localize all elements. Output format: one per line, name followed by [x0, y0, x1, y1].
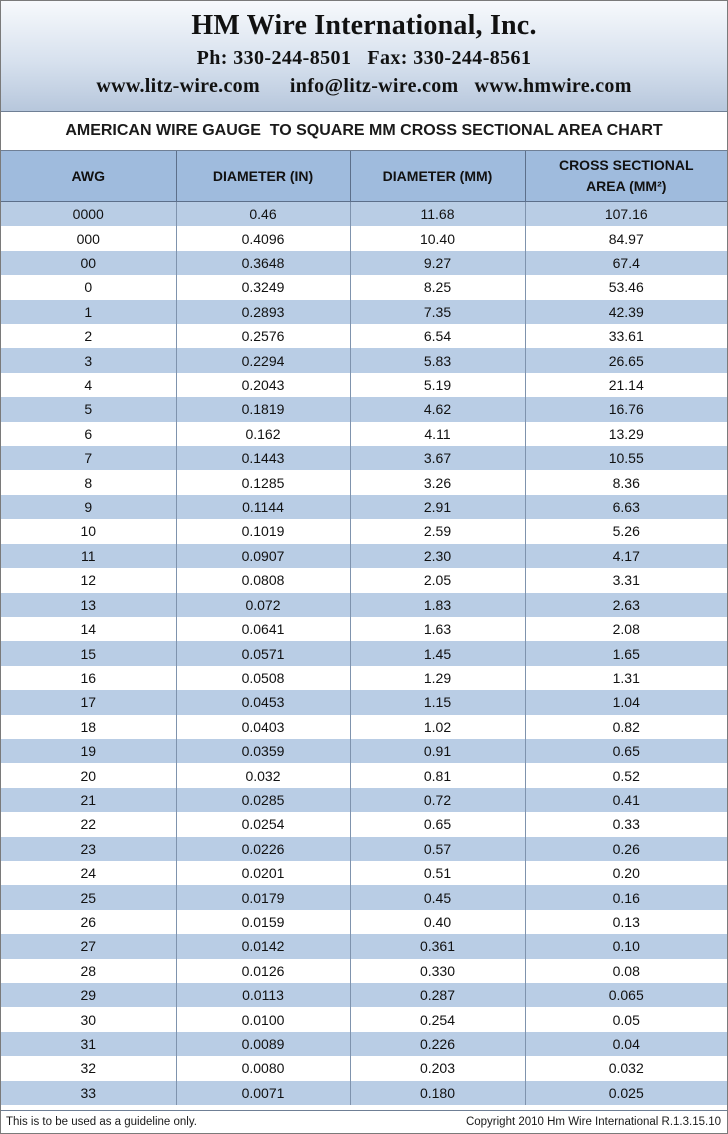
cell-cross-sectional-area: 0.65	[525, 739, 727, 763]
cell-awg: 14	[1, 617, 176, 641]
cell-diameter-in: 0.0641	[176, 617, 350, 641]
cell-awg: 10	[1, 519, 176, 543]
cell-diameter-in: 0.072	[176, 593, 350, 617]
cell-diameter-in: 0.1144	[176, 495, 350, 519]
cell-diameter-in: 0.162	[176, 422, 350, 446]
cell-diameter-mm: 0.91	[350, 739, 525, 763]
cell-cross-sectional-area: 0.52	[525, 763, 727, 787]
cell-diameter-in: 0.0359	[176, 739, 350, 763]
table-row	[1, 812, 727, 836]
table-body	[1, 202, 727, 1106]
cell-diameter-in: 0.0508	[176, 666, 350, 690]
table-row	[1, 837, 727, 861]
table-row	[1, 763, 727, 787]
cell-awg: 27	[1, 934, 176, 958]
cell-cross-sectional-area: 8.36	[525, 470, 727, 494]
cell-cross-sectional-area: 0.20	[525, 861, 727, 885]
cell-diameter-mm: 7.35	[350, 300, 525, 324]
column-header-awg: AWG	[1, 151, 176, 202]
cell-awg: 31	[1, 1032, 176, 1056]
cell-diameter-in: 0.3648	[176, 251, 350, 275]
table-row	[1, 226, 727, 250]
cell-awg: 0	[1, 275, 176, 299]
cell-cross-sectional-area: 1.65	[525, 641, 727, 665]
cell-diameter-in: 0.46	[176, 202, 350, 227]
footer-disclaimer: This is to be used as a guideline only.	[6, 1116, 197, 1128]
table-row	[1, 715, 727, 739]
cell-cross-sectional-area: 6.63	[525, 495, 727, 519]
table-row	[1, 641, 727, 665]
cell-cross-sectional-area: 0.10	[525, 934, 727, 958]
cell-awg: 1	[1, 300, 176, 324]
cell-awg: 19	[1, 739, 176, 763]
cell-diameter-mm: 0.361	[350, 934, 525, 958]
cell-cross-sectional-area: 0.065	[525, 983, 727, 1007]
table-row	[1, 446, 727, 470]
cell-diameter-in: 0.0179	[176, 885, 350, 909]
cell-diameter-mm: 1.15	[350, 690, 525, 714]
cell-cross-sectional-area: 26.65	[525, 348, 727, 372]
cell-cross-sectional-area: 0.82	[525, 715, 727, 739]
cell-cross-sectional-area: 0.05	[525, 1007, 727, 1031]
cell-cross-sectional-area: 0.16	[525, 885, 727, 909]
table-row	[1, 495, 727, 519]
cell-awg: 28	[1, 959, 176, 983]
cell-diameter-mm: 0.72	[350, 788, 525, 812]
cell-cross-sectional-area: 53.46	[525, 275, 727, 299]
cell-diameter-mm: 2.91	[350, 495, 525, 519]
table-row	[1, 934, 727, 958]
cell-diameter-in: 0.1019	[176, 519, 350, 543]
cell-diameter-mm: 9.27	[350, 251, 525, 275]
chart-title: AMERICAN WIRE GAUGE TO SQUARE MM CROSS SECTIONAL AREA CHART	[1, 112, 727, 151]
cell-diameter-mm: 0.57	[350, 837, 525, 861]
cell-diameter-in: 0.032	[176, 763, 350, 787]
cell-diameter-in: 0.2576	[176, 324, 350, 348]
cell-diameter-in: 0.2294	[176, 348, 350, 372]
table-row	[1, 739, 727, 763]
cell-diameter-in: 0.0071	[176, 1081, 350, 1105]
cell-cross-sectional-area: 0.41	[525, 788, 727, 812]
cell-awg: 5	[1, 397, 176, 421]
cell-cross-sectional-area: 67.4	[525, 251, 727, 275]
cell-awg: 32	[1, 1056, 176, 1080]
cell-diameter-mm: 2.05	[350, 568, 525, 592]
contact-phone-line	[1, 44, 727, 72]
table-row	[1, 959, 727, 983]
table-row	[1, 251, 727, 275]
cell-diameter-mm: 1.02	[350, 715, 525, 739]
cell-diameter-mm: 0.45	[350, 885, 525, 909]
cell-diameter-mm: 5.83	[350, 348, 525, 372]
cell-awg: 6	[1, 422, 176, 446]
table-row	[1, 861, 727, 885]
cell-diameter-mm: 0.65	[350, 812, 525, 836]
cell-cross-sectional-area: 13.29	[525, 422, 727, 446]
table-row	[1, 593, 727, 617]
cell-awg: 33	[1, 1081, 176, 1105]
cell-diameter-in: 0.0907	[176, 544, 350, 568]
cell-diameter-in: 0.1443	[176, 446, 350, 470]
cell-diameter-mm: 0.254	[350, 1007, 525, 1031]
cell-cross-sectional-area: 0.032	[525, 1056, 727, 1080]
fax-number: Fax: 330-244-8561	[367, 47, 532, 69]
contact-web-line	[1, 72, 727, 100]
cell-diameter-in: 0.0254	[176, 812, 350, 836]
cell-diameter-in: 0.2893	[176, 300, 350, 324]
cell-cross-sectional-area: 10.55	[525, 446, 727, 470]
cell-diameter-in: 0.0571	[176, 641, 350, 665]
cell-diameter-mm: 1.63	[350, 617, 525, 641]
table-row	[1, 397, 727, 421]
cell-awg: 26	[1, 910, 176, 934]
cell-diameter-in: 0.0453	[176, 690, 350, 714]
cell-diameter-in: 0.0159	[176, 910, 350, 934]
cell-diameter-in: 0.0808	[176, 568, 350, 592]
table-row	[1, 348, 727, 372]
table-row	[1, 519, 727, 543]
cell-awg: 8	[1, 470, 176, 494]
cell-diameter-mm: 2.59	[350, 519, 525, 543]
cell-diameter-in: 0.0285	[176, 788, 350, 812]
cell-diameter-mm: 0.40	[350, 910, 525, 934]
cell-cross-sectional-area: 2.08	[525, 617, 727, 641]
cell-diameter-mm: 0.51	[350, 861, 525, 885]
cell-awg: 3	[1, 348, 176, 372]
cell-cross-sectional-area: 21.14	[525, 373, 727, 397]
cell-awg: 2	[1, 324, 176, 348]
footer	[1, 1110, 727, 1133]
cell-diameter-in: 0.4096	[176, 226, 350, 250]
cell-awg: 7	[1, 446, 176, 470]
cell-awg: 17	[1, 690, 176, 714]
email-link[interactable]: info@litz-wire.com	[289, 75, 459, 97]
website-link-litz[interactable]: www.litz-wire.com	[96, 75, 260, 97]
cell-cross-sectional-area: 0.33	[525, 812, 727, 836]
cell-diameter-in: 0.0100	[176, 1007, 350, 1031]
cell-cross-sectional-area: 0.04	[525, 1032, 727, 1056]
phone-number: Ph: 330-244-8501	[196, 47, 352, 69]
column-header-diameter-mm: DIAMETER (MM)	[350, 151, 525, 202]
cell-diameter-mm: 10.40	[350, 226, 525, 250]
cell-diameter-in: 0.0142	[176, 934, 350, 958]
cell-awg: 13	[1, 593, 176, 617]
cell-awg: 00	[1, 251, 176, 275]
cell-awg: 29	[1, 983, 176, 1007]
cell-diameter-mm: 4.62	[350, 397, 525, 421]
table-row	[1, 788, 727, 812]
cell-diameter-mm: 6.54	[350, 324, 525, 348]
cell-diameter-in: 0.3249	[176, 275, 350, 299]
cell-diameter-mm: 1.45	[350, 641, 525, 665]
cell-diameter-in: 0.0403	[176, 715, 350, 739]
column-header-cross-sectional-area: CROSS SECTIONAL AREA (MM²)	[525, 151, 727, 202]
cell-diameter-mm: 0.330	[350, 959, 525, 983]
cell-cross-sectional-area: 5.26	[525, 519, 727, 543]
cell-diameter-in: 0.1285	[176, 470, 350, 494]
cell-diameter-mm: 2.30	[350, 544, 525, 568]
table-row	[1, 373, 727, 397]
table-row	[1, 544, 727, 568]
cell-cross-sectional-area: 107.16	[525, 202, 727, 227]
table-row	[1, 300, 727, 324]
cell-diameter-mm: 0.203	[350, 1056, 525, 1080]
table-row	[1, 202, 727, 227]
table-row	[1, 1007, 727, 1031]
cell-diameter-in: 0.1819	[176, 397, 350, 421]
cell-cross-sectional-area: 42.39	[525, 300, 727, 324]
cell-awg: 15	[1, 641, 176, 665]
table-row	[1, 324, 727, 348]
table-row	[1, 470, 727, 494]
cell-awg: 11	[1, 544, 176, 568]
cell-cross-sectional-area: 1.31	[525, 666, 727, 690]
cell-awg: 23	[1, 837, 176, 861]
awg-conversion-table	[1, 151, 727, 1105]
cell-diameter-in: 0.0201	[176, 861, 350, 885]
cell-diameter-in: 0.0126	[176, 959, 350, 983]
cell-awg: 25	[1, 885, 176, 909]
table-row	[1, 885, 727, 909]
cell-awg: 000	[1, 226, 176, 250]
cell-diameter-mm: 11.68	[350, 202, 525, 227]
cell-diameter-mm: 8.25	[350, 275, 525, 299]
cell-cross-sectional-area: 16.76	[525, 397, 727, 421]
cell-cross-sectional-area: 3.31	[525, 568, 727, 592]
table-row	[1, 910, 727, 934]
cell-cross-sectional-area: 0.08	[525, 959, 727, 983]
table-row	[1, 275, 727, 299]
cell-cross-sectional-area: 0.13	[525, 910, 727, 934]
company-name: HM Wire International, Inc.	[191, 10, 537, 41]
table-row	[1, 666, 727, 690]
cell-diameter-in: 0.0089	[176, 1032, 350, 1056]
cell-diameter-mm: 1.29	[350, 666, 525, 690]
cell-awg: 20	[1, 763, 176, 787]
cell-awg: 12	[1, 568, 176, 592]
table-row	[1, 690, 727, 714]
cell-diameter-mm: 1.83	[350, 593, 525, 617]
cell-cross-sectional-area: 0.26	[525, 837, 727, 861]
cell-awg: 9	[1, 495, 176, 519]
cell-awg: 4	[1, 373, 176, 397]
cell-awg: 0000	[1, 202, 176, 227]
cell-awg: 16	[1, 666, 176, 690]
cell-diameter-mm: 0.226	[350, 1032, 525, 1056]
cell-cross-sectional-area: 2.63	[525, 593, 727, 617]
table-row	[1, 1056, 727, 1080]
table-row	[1, 617, 727, 641]
cell-diameter-mm: 0.81	[350, 763, 525, 787]
cell-diameter-in: 0.2043	[176, 373, 350, 397]
cell-cross-sectional-area: 84.97	[525, 226, 727, 250]
company-header	[1, 1, 727, 112]
cell-diameter-mm: 3.67	[350, 446, 525, 470]
cell-awg: 24	[1, 861, 176, 885]
cell-diameter-mm: 3.26	[350, 470, 525, 494]
cell-cross-sectional-area: 0.025	[525, 1081, 727, 1105]
cell-awg: 18	[1, 715, 176, 739]
footer-copyright: Copyright 2010 Hm Wire International R.1.3.15.10	[465, 1116, 721, 1128]
website-link-hmwire[interactable]: www.hmwire.com	[474, 75, 632, 97]
cell-diameter-in: 0.0113	[176, 983, 350, 1007]
table-header-row	[1, 151, 727, 202]
cell-awg: 22	[1, 812, 176, 836]
cell-diameter-mm: 4.11	[350, 422, 525, 446]
cell-diameter-in: 0.0080	[176, 1056, 350, 1080]
table-row	[1, 422, 727, 446]
cell-cross-sectional-area: 4.17	[525, 544, 727, 568]
cell-diameter-mm: 0.180	[350, 1081, 525, 1105]
column-header-diameter-in: DIAMETER (IN)	[176, 151, 350, 202]
cell-cross-sectional-area: 1.04	[525, 690, 727, 714]
cell-diameter-mm: 0.287	[350, 983, 525, 1007]
cell-awg: 30	[1, 1007, 176, 1031]
cell-diameter-in: 0.0226	[176, 837, 350, 861]
table-row	[1, 983, 727, 1007]
table-row	[1, 1032, 727, 1056]
cell-cross-sectional-area: 33.61	[525, 324, 727, 348]
cell-diameter-mm: 5.19	[350, 373, 525, 397]
table-row	[1, 568, 727, 592]
cell-awg: 21	[1, 788, 176, 812]
table-row	[1, 1081, 727, 1105]
